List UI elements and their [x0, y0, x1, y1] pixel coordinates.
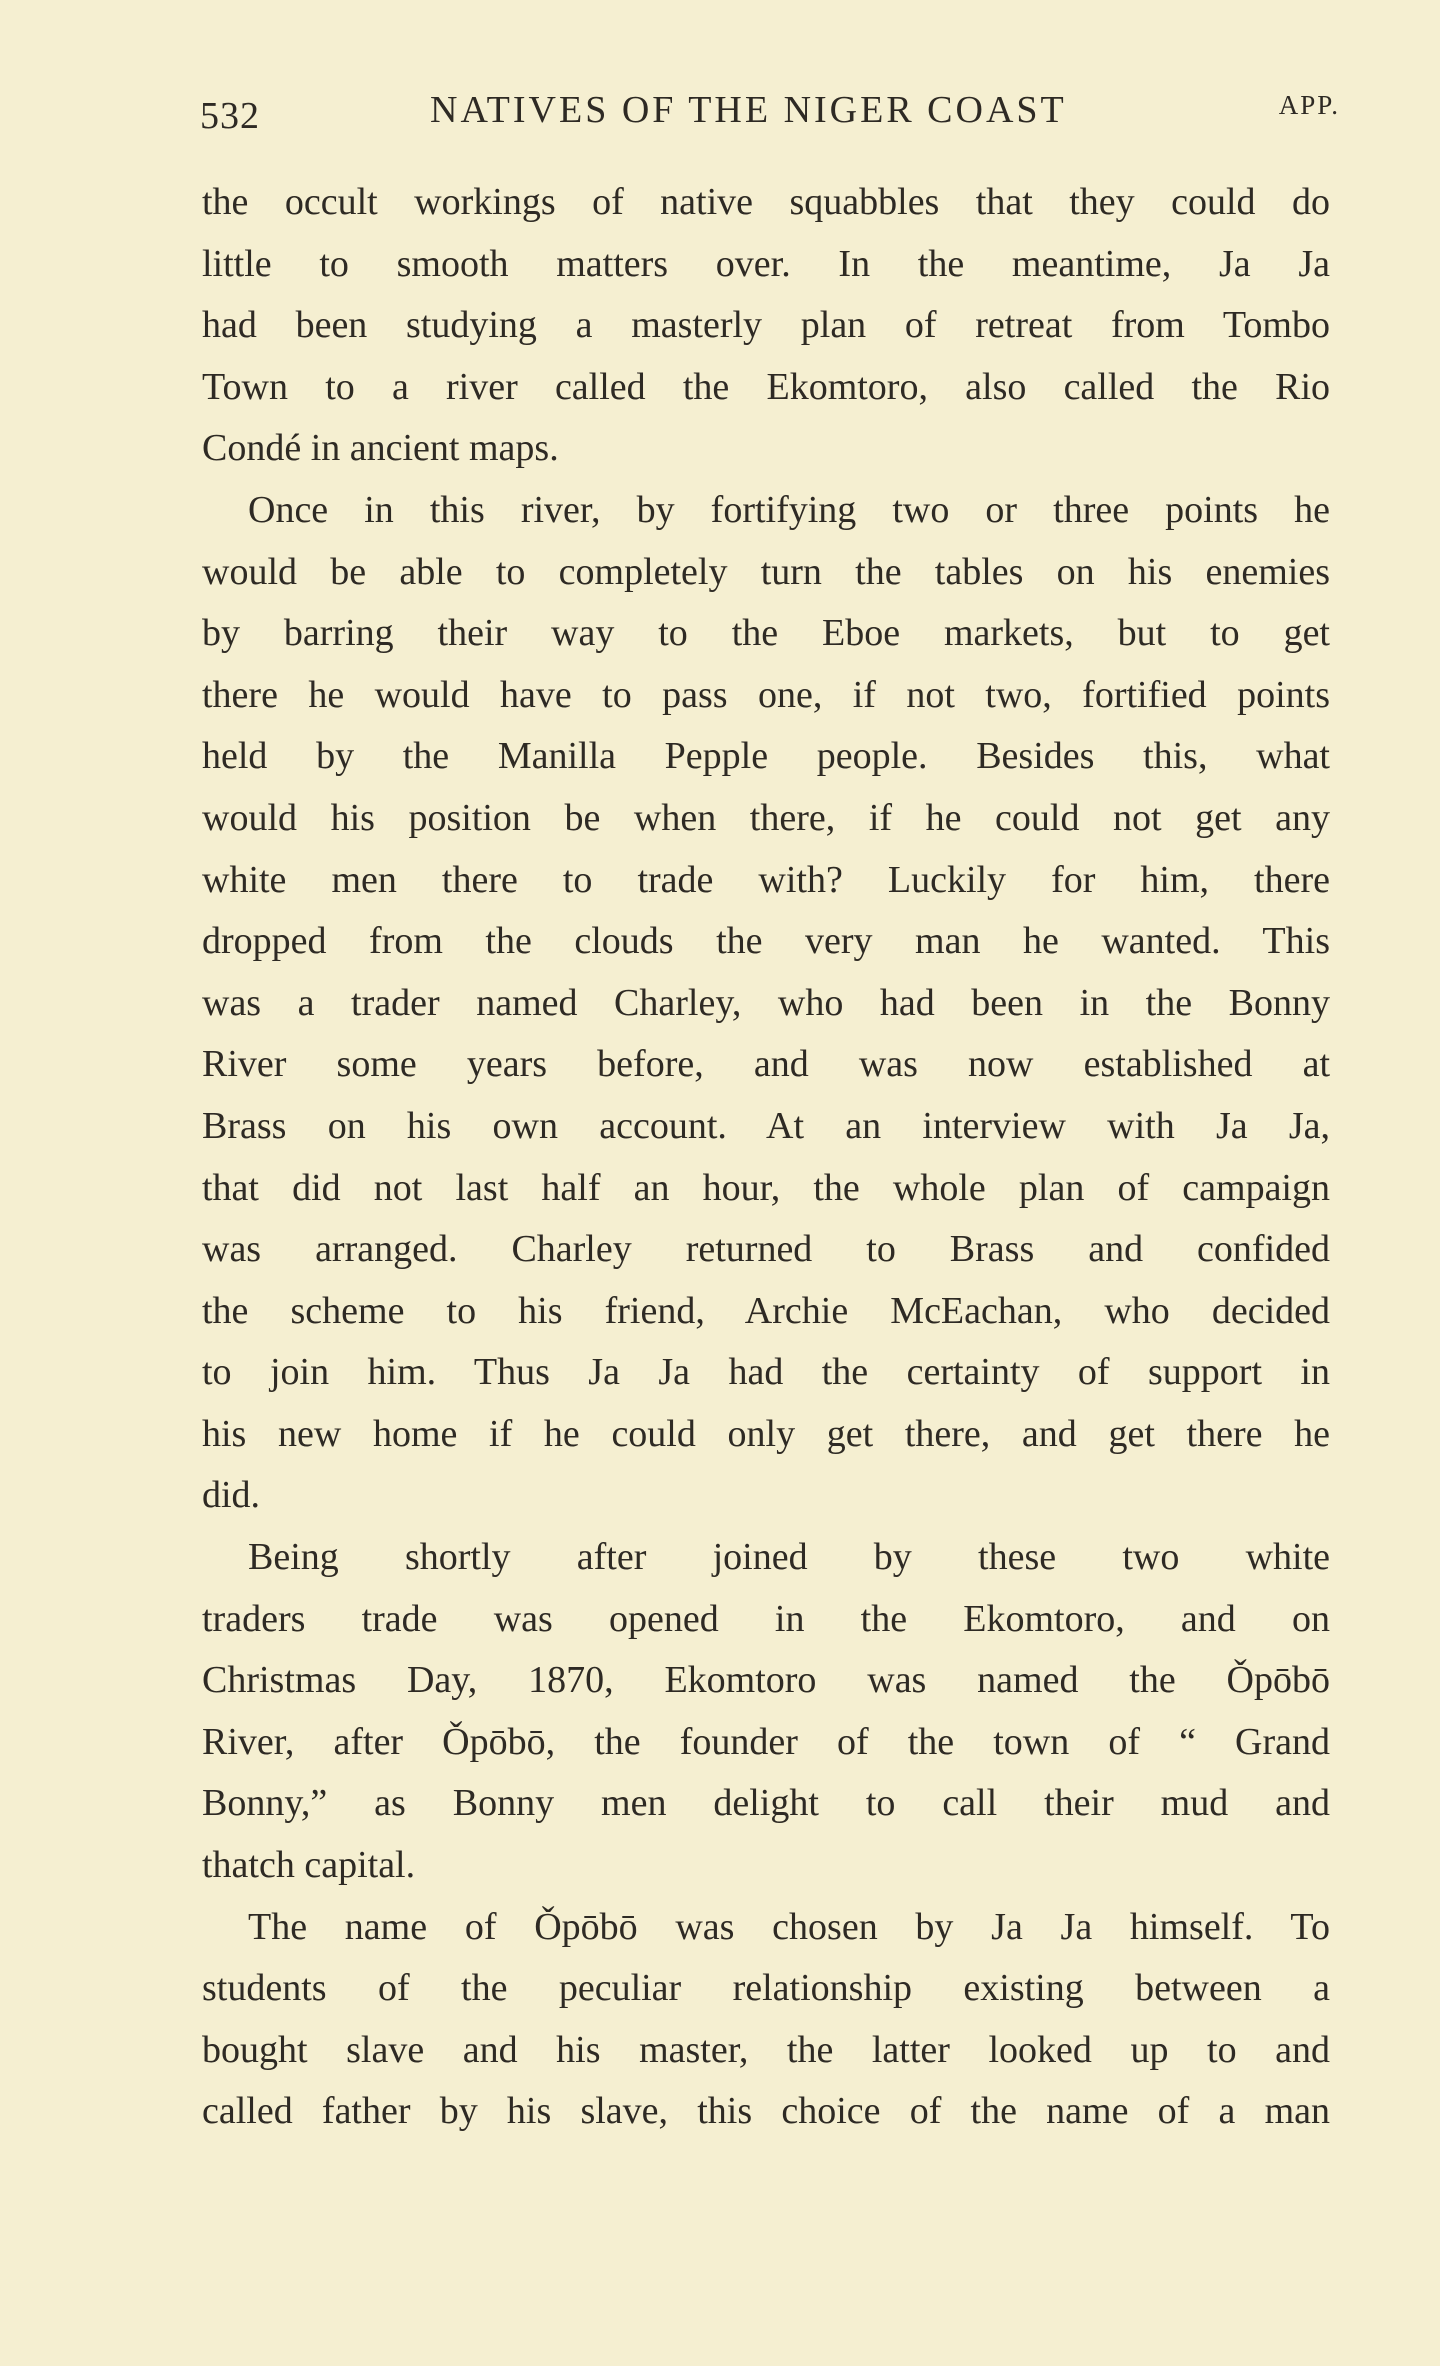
- text-line: was a trader named Charley, who had been in the Bonny: [202, 981, 1330, 1024]
- text-line: little to smooth matters over. In the meantime, Ja Ja: [202, 242, 1330, 285]
- text-line: Christmas Day, 1870, Ekomtoro was named the Ǒpōbō: [202, 1659, 1330, 1702]
- text-line: the occult workings of native squabbles that they could do: [202, 181, 1330, 223]
- text-line: River some years before, and was now established at: [202, 1043, 1330, 1086]
- text-line: Being shortly after joined by these two white: [248, 1536, 1330, 1579]
- text-line: River, after Ǒpōbō, the founder of the town of “ Grand: [202, 1720, 1330, 1763]
- text-line: called father by his slave, this choice of the name of a man: [202, 2090, 1330, 2133]
- text-line: did.: [202, 1474, 261, 1517]
- text-line: bought slave and his master, the latter looked up to and: [202, 2028, 1330, 2071]
- text-line: the scheme to his friend, Archie McEachan, who decided: [202, 1289, 1330, 1332]
- text-line: thatch capital.: [202, 1844, 416, 1887]
- text-line: his new home if he could only get there, and get there he: [202, 1412, 1330, 1455]
- text-line: dropped from the clouds the very man he wanted. This: [202, 920, 1330, 963]
- text-line: would be able to completely turn the tables on his enemies: [202, 550, 1330, 593]
- text-line: traders trade was opened in the Ekomtoro, and on: [202, 1597, 1330, 1640]
- section-marker: APP.: [1278, 90, 1340, 120]
- text-line: was arranged. Charley returned to Brass and confided: [202, 1228, 1330, 1271]
- text-line: held by the Manilla Pepple people. Besides this, what: [202, 735, 1330, 778]
- text-line: would his position be when there, if he could not get any: [202, 796, 1330, 839]
- text-line: had been studying a masterly plan of retreat from Tombo: [202, 304, 1330, 347]
- text-line: students of the peculiar relationship existing between a: [202, 1967, 1330, 2010]
- text-line: Once in this river, by fortifying two or three points he: [248, 488, 1330, 531]
- running-head: [200, 84, 1340, 144]
- text-line: Brass on his own account. At an interview with Ja Ja,: [202, 1104, 1330, 1147]
- text-line: to join him. Thus Ja Ja had the certainty of support in: [202, 1351, 1330, 1394]
- text-line: Condé in ancient maps.: [202, 427, 559, 470]
- text-line: that did not last half an hour, the whole plan of campaign: [202, 1166, 1330, 1209]
- page-number: 532: [200, 95, 260, 137]
- text-line: Town to a river called the Ekomtoro, also called the Rio: [202, 365, 1330, 408]
- body-text: [202, 172, 1330, 2143]
- text-line: The name of Ǒpōbō was chosen by Ja Ja himself. To: [248, 1905, 1330, 1948]
- text-line: by barring their way to the Eboe markets, but to get: [202, 612, 1330, 655]
- text-line: there he would have to pass one, if not two, fortified points: [202, 673, 1330, 716]
- text-line: Bonny,” as Bonny men delight to call their mud and: [202, 1782, 1330, 1825]
- running-title: NATIVES OF THE NIGER COAST: [430, 89, 1067, 131]
- text-line: white men there to trade with? Luckily for him, there: [202, 858, 1330, 901]
